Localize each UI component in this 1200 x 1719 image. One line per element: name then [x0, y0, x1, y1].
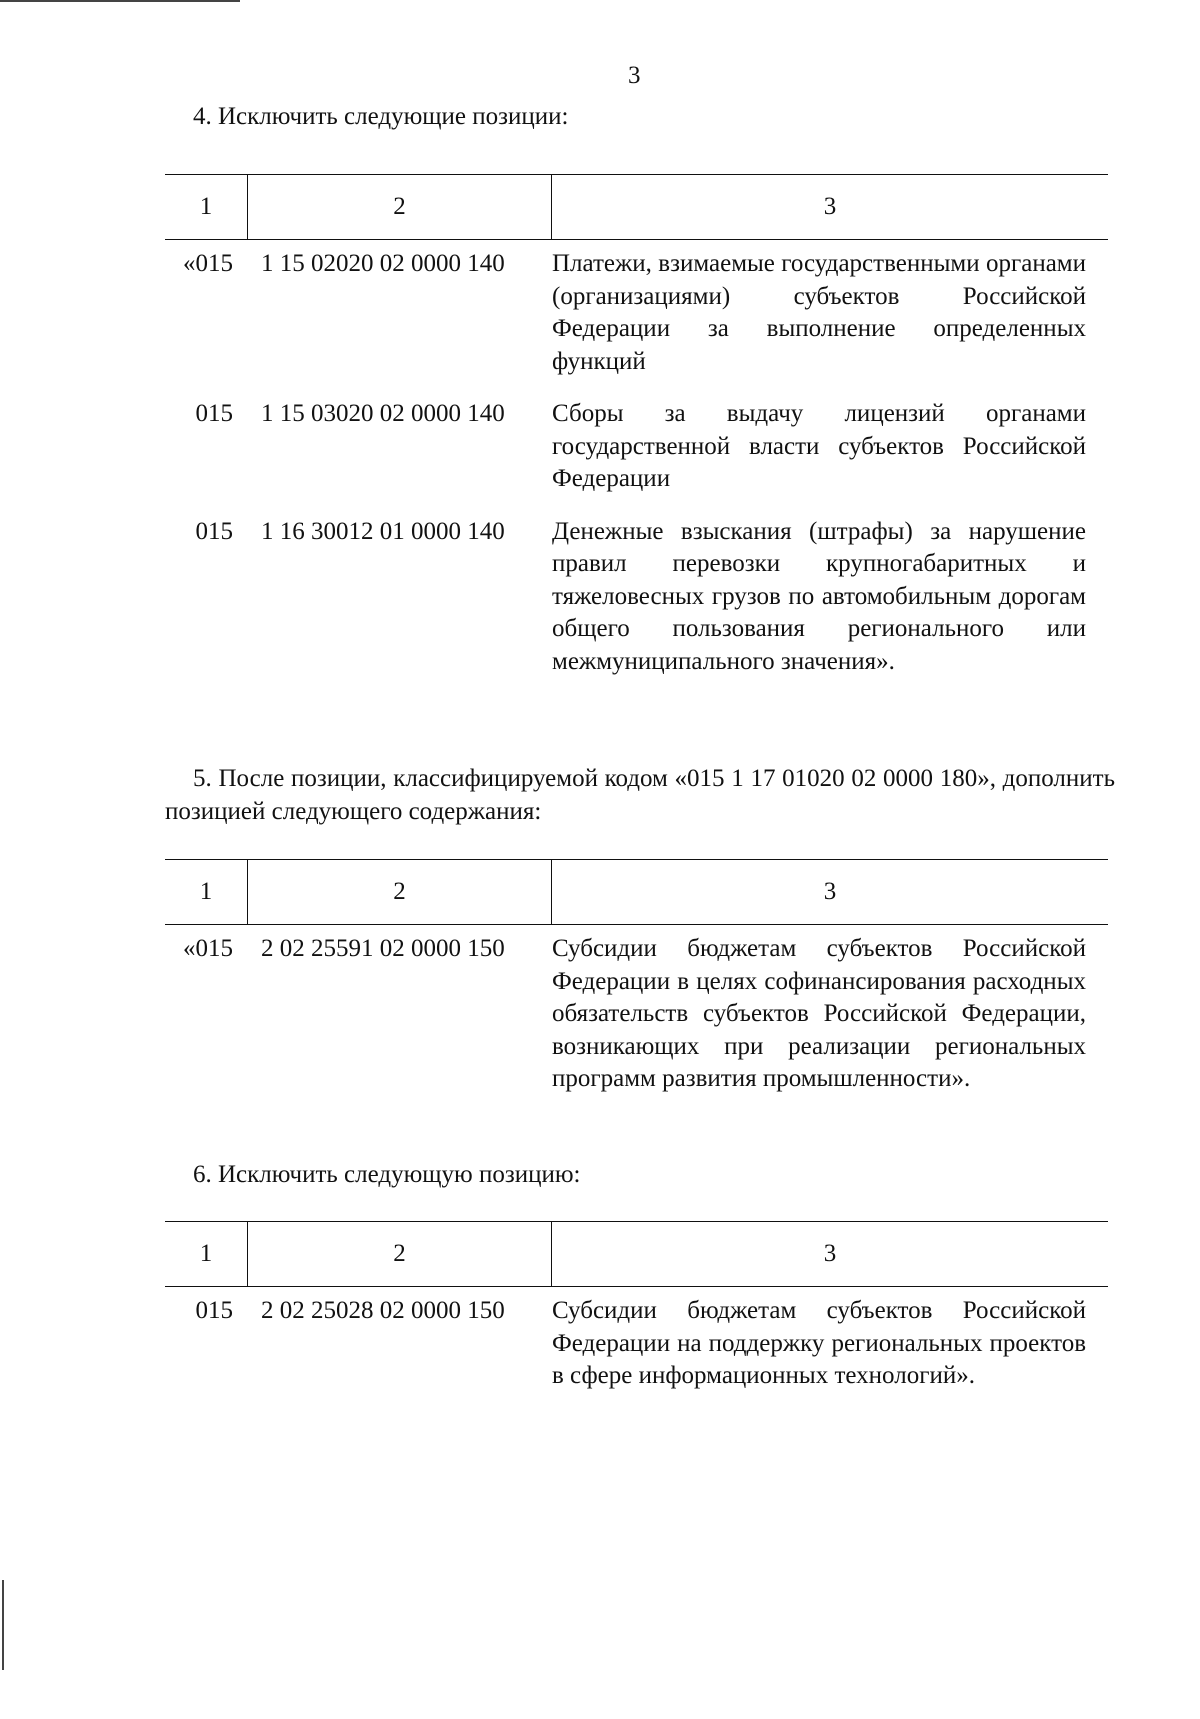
section-6-heading: 6. Исключить следующую позицию:: [193, 1161, 581, 1188]
table-row: [165, 248, 1108, 378]
description: Сборы за выдачу лицензий органами государственной власти субъектов Российской Федерации: [552, 400, 1086, 492]
page-number: 3: [628, 62, 641, 89]
description: Субсидии бюджетам субъектов Российской Федерации на поддержку региональных проектов в сфере информационных технологий».: [552, 1297, 1086, 1389]
admin-code: «015: [183, 250, 233, 277]
scan-edge-mark: [0, 0, 240, 2]
kbk-code: 1 16 30012 01 0000 140: [261, 517, 505, 545]
section-4-table: [165, 174, 1108, 678]
description: Платежи, взимаемые государственными органами (организациями) субъектов Российской Федерации за выполнение определенных функций: [552, 250, 1086, 375]
header-col-2: 2: [247, 1222, 552, 1286]
kbk-code: 2 02 25591 02 0000 150: [261, 935, 505, 962]
header-col-3: 3: [823, 193, 837, 220]
header-col-1: 1: [199, 193, 213, 220]
header-col-2: 2: [247, 175, 552, 239]
header-col-1: 1: [199, 878, 213, 905]
kbk-code: 2 02 25028 02 0000 150: [261, 1297, 505, 1324]
table-row: [165, 933, 1108, 1096]
table-row: [165, 398, 1108, 496]
table-header: [165, 1221, 1108, 1287]
header-col-1: 1: [199, 1240, 213, 1267]
section-5-table: [165, 859, 1108, 1096]
table-row: [165, 516, 1108, 679]
section-5-heading: 5. После позиции, классифицируемой кодом «015 1 17 01020 02 0000 180», дополнить позицией следующего содержания:: [165, 765, 1115, 825]
kbk-code: 1 15 02020 02 0000 140: [261, 250, 505, 277]
kbk-code: 1 15 03020 02 0000 140: [261, 400, 505, 427]
header-col-3: 3: [823, 1240, 837, 1267]
section-6-table: [165, 1221, 1108, 1393]
admin-code: 015: [195, 400, 233, 427]
header-col-3: 3: [823, 878, 837, 905]
table-header: [165, 859, 1108, 925]
scan-edge-mark: [2, 1580, 4, 1670]
admin-code: «015: [183, 935, 233, 962]
table-header: [165, 174, 1108, 240]
table-row: [165, 1295, 1108, 1393]
description: Субсидии бюджетам субъектов Российской Федерации в целях софинансирования расходных обязательств субъектов Российской Федерации, возникающих при реализации региональных программ развития промышленности».: [552, 935, 1086, 1092]
admin-code: 015: [195, 517, 233, 545]
section-4-heading: 4. Исключить следующие позиции:: [193, 103, 569, 130]
admin-code: 015: [195, 1297, 233, 1324]
description: Денежные взыскания (штрафы) за нарушение правил перевозки крупногабаритных и тяжеловесных грузов по автомобильным дорогам общего пользования регионального или межмуниципального значения».: [552, 517, 1086, 675]
header-col-2: 2: [247, 860, 552, 924]
